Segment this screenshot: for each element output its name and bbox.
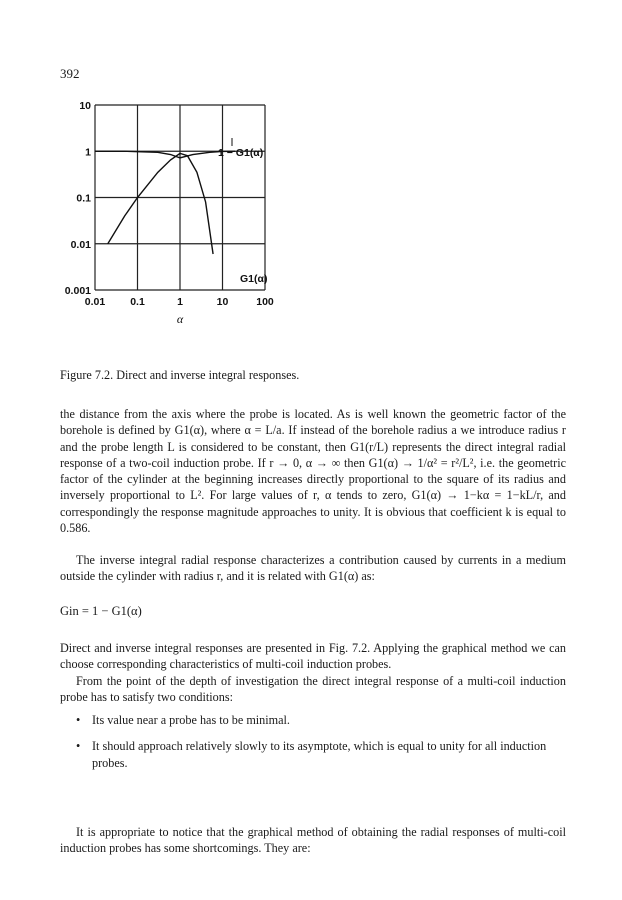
equation: Gin = 1 − G1(α) bbox=[60, 604, 142, 618]
bullet-text: It should approach relatively slowly to its asymptote, which is equal to unity for all induction probes. bbox=[92, 739, 547, 770]
x-tick-label: 10 bbox=[216, 296, 229, 308]
x-tick-label: 0.01 bbox=[84, 296, 106, 308]
paragraph-2 bbox=[60, 552, 566, 585]
annotation-inverse-response: 1 − G1(α) bbox=[218, 147, 264, 159]
paragraph-3 bbox=[60, 640, 566, 705]
y-tick-label: 0.01 bbox=[70, 238, 91, 251]
y-tick-label: 0.001 bbox=[64, 285, 91, 297]
y-tick-label: 1 bbox=[85, 146, 91, 159]
x-tick-label: 100 bbox=[256, 296, 274, 308]
bullet-list bbox=[60, 712, 566, 781]
bullet-item bbox=[60, 712, 566, 728]
x-tick-label: 1 bbox=[177, 296, 183, 308]
paragraph-1-text: the distance from the axis where the probe is located. As is well known the geometric factor of the borehole is defined by G1(α), where α = L/a. If instead of the borehole radius a we introduce radius r and the probe length L is considered to be constant, then G1(r/L) represents the direct integral radial response of a two-coil induction probe. If r → 0, α → ∞ then G1(α) → 1/α² = r²/L², i.e. the geometric factor of the cylinder at the beginning increases directly proportional to the square of its radius and inversely proportional to L². For large values of r, α tends to zero, G1(α) → 1−kα = 1−kL/r, and correspondingly the response magnitude approaches to unity. It is obvious that coefficient k is equal to 0.586. bbox=[60, 407, 566, 536]
paragraph-5-text: It is appropriate to notice that the graphical method of obtaining the radial responses of multi-coil induction probes has some shortcomings. They are: bbox=[60, 825, 566, 856]
series-line-1 bbox=[95, 151, 235, 158]
paragraph-1 bbox=[60, 406, 566, 536]
page-number: 392 bbox=[60, 66, 80, 81]
figure-caption: Figure 7.2. Direct and inverse integral responses. bbox=[60, 368, 300, 382]
paragraph-5 bbox=[60, 824, 566, 857]
y-tick-label: 10 bbox=[79, 100, 91, 112]
x-tick-label: 0.1 bbox=[130, 296, 145, 308]
figure-7-2 bbox=[0, 0, 622, 340]
bullet-icon: • bbox=[76, 713, 81, 727]
bullet-item bbox=[60, 738, 566, 771]
y-tick-label: 0.1 bbox=[76, 192, 91, 205]
bullet-text: Its value near a probe has to be minimal. bbox=[92, 713, 290, 727]
paragraph-4-text: From the point of the depth of investigation the direct integral response of a multi-coil induction probe has to satisfy two conditions: bbox=[60, 673, 566, 704]
chart bbox=[0, 0, 622, 340]
annotation-direct-response: G1(α) bbox=[240, 273, 268, 285]
bullet-icon: • bbox=[76, 739, 81, 754]
paragraph-3-text: Direct and inverse integral responses are presented in Fig. 7.2. Applying the graphical method we can choose corresponding characteristics of multi-coil induction probes. bbox=[60, 641, 566, 672]
series-line-0 bbox=[108, 153, 213, 254]
x-axis-label: α bbox=[176, 312, 184, 326]
paragraph-2-text: The inverse integral radial response characterizes a contribution caused by currents in a medium outside the cylinder with radius r, and it is related with G1(α) as: bbox=[60, 553, 566, 584]
